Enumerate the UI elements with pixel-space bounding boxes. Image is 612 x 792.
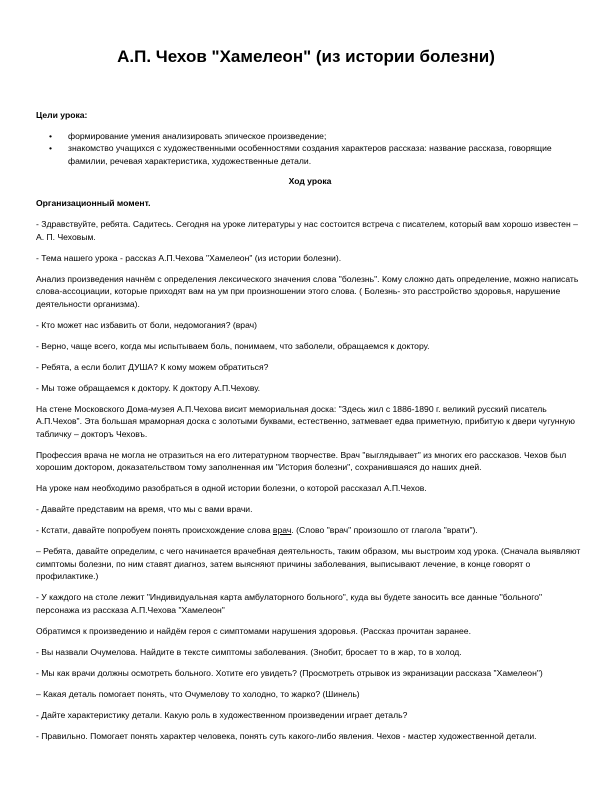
paragraph: - Верно, чаще всего, когда мы испытываем боль, понимаем, что заболели, обращаемся к доктору.	[36, 340, 430, 351]
paragraph: - Давайте представим на время, что мы с вами врачи.	[36, 504, 253, 514]
paragraph: - Кто может нас избавить от боли, недомогания? (врач)	[36, 319, 258, 330]
vrach-text-after: . (Слово "врач" произошло от глагола "врати").	[291, 525, 478, 535]
goal-item: • знакомство учащихся с художественными особенностями создания характеров рассказа: название рассказа, говорящие фамилии, речевая характеристика, художественные детали.	[36, 142, 584, 167]
paragraph: - Мы как врачи должны осмотреть больного. Хотите его увидеть? (Просмотреть отрывок из экранизации рассказа "Хамелеон")	[36, 667, 543, 678]
org-heading: Организационный момент.	[36, 197, 151, 208]
paragraph: - Вы назвали Очумелова. Найдите в тексте симптомы заболевания. (Знобит, бросает то в жар, то в холод.	[36, 646, 462, 657]
vrach-underlined-word: врач	[272, 525, 292, 535]
paragraph: На уроке нам необходимо разобраться в одной истории болезни, о которой рассказал А.П.Чехов.	[36, 483, 427, 493]
paragraph: На стене Московского Дома-музея А.П.Чехова висит мемориальная доска: "Здесь жил с 1886-1890 г. великий русский писатель А.П.Чехов". Эта большая мраморная доска с золотыми буквами, естественно, затмевает едва приметную, прибитую к двери чугунную табличку – докторъ Чеховъ.	[36, 403, 575, 439]
paragraph: Обратимся к произведению и найдём героя с симптомами нарушения здоровья. (Рассказ прочитан заранее.	[36, 625, 471, 636]
goals-heading: Цели урока:	[36, 110, 88, 120]
paragraph: - Тема нашего урока - рассказ А.П.Чехова "Хамелеон" (из истории болезни).	[36, 252, 342, 263]
document-title: А.П. Чехов "Хамелеон" (из истории болезни)	[117, 47, 495, 66]
paragraph: Профессия врача не могла не отразиться на его литературном творчестве. Врач "выглядывает" из многих его рассказов. Чехов был хорошим доктором, доказательством тому заполненная им "История болезни", сохранившаяся до наших дней.	[36, 449, 567, 472]
paragraph-vrach	[36, 524, 584, 537]
paragraph: Анализ произведения начнём с определения лексического значения слова "болезнь". Кому сложно дать определение, можно написать слова-ассоциации, которые приходят вам на ум при произношении этого слова. ( Болезнь- это расстройство здоровья, нарушение деятельности организма).	[36, 273, 579, 309]
lesson-heading: Ход урока	[288, 176, 332, 186]
paragraph: – Какая деталь помогает понять, что Очумелову то холодно, то жарко? (Шинель)	[36, 688, 360, 699]
goals-list	[36, 130, 584, 168]
paragraph: - Здравствуйте, ребята. Садитесь. Сегодня на уроке литературы у нас состоится встреча с писателем, который вам хорошо известен – А. П. Чеховым.	[36, 219, 578, 242]
paragraph: - У каждого на столе лежит "Индивидуальная карта амбулаторного больного", куда вы будете заносить все данные "больного" персонажа из рассказа А.П.Чехова "Хамелеон"	[36, 592, 543, 615]
paragraph: - Ребята, а если болит ДУША? К кому можем обратиться?	[36, 361, 269, 372]
document-body	[36, 109, 584, 751]
goal-item: • формирование умения анализировать эпическое произведение;	[36, 130, 584, 143]
paragraph: – Ребята, давайте определим, с чего начинается врачебная деятельность, таким образом, мы выстроим ход урока. (Сначала выявляют симптомы болезни, по ним ставят диагноз, затем выясняют причины заболевания, выписывают лечение, в конце говорят о профилактике.)	[36, 546, 581, 581]
paragraph: - Дайте характеристику детали. Какую роль в художественном произведении играет деталь?	[36, 709, 408, 720]
paragraph: - Правильно. Помогает понять характер человека, понять суть какого-либо явления. Чехов - мастер художественной детали.	[36, 730, 537, 741]
paragraph: - Мы тоже обращаемся к доктору. К доктору А.П.Чехову.	[36, 382, 261, 393]
vrach-text-before: - Кстати, давайте попробуем понять происхождение слова	[36, 525, 273, 535]
